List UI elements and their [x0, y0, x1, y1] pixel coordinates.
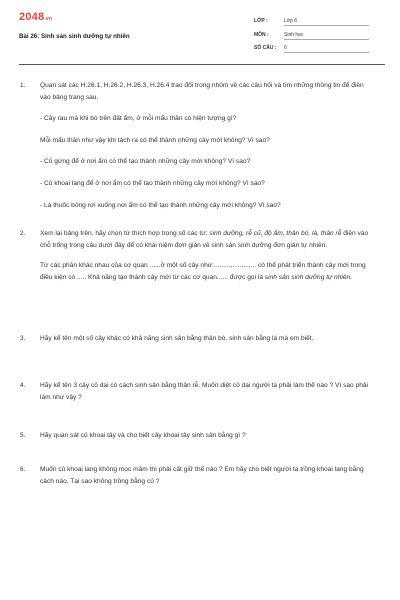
question-line: - Củ gừng để ở nơi ẩm có thể tạo thành những cây mới không? Vì sao?	[40, 158, 251, 166]
question-text: Quan sát các H.26.1, H.26.2, H.26.3, H.26.4 trao đổi trong nhóm về các câu hỏi và tìm những thông tin để điền vào bảng trang sau.	[40, 82, 364, 101]
page-header	[0, 0, 400, 62]
question-text: Hãy quan sát củ khoai tây và cho biết cây khoai tây sinh sản bằng gì ?	[40, 432, 246, 439]
question-text: Muốn củ khoai lang không mọc mầm thì phải cất giữ thế nào ? Em hãy cho biết người ta trồng khoai lang bằng cách nào. Tại sao không trồng bằng củ ?	[40, 466, 364, 485]
question-body	[40, 464, 376, 487]
meta-label: LỚP :	[254, 18, 268, 24]
question-body	[40, 228, 376, 283]
meta-value: 6	[284, 45, 287, 51]
logo-suffix: .vn	[44, 16, 53, 22]
question-body	[40, 430, 376, 442]
site-logo[interactable]	[19, 11, 52, 23]
question-number: 5.	[20, 432, 26, 439]
question-number: 3.	[20, 335, 26, 342]
question-line: Mỗi mấu thân như vậy khi tách ra có thể thành những cây mới không? Vì sao?	[40, 136, 270, 144]
lesson-title: Bài 26: Sinh sản sinh dưỡng tự nhiên	[19, 33, 130, 40]
question-line: - Lá thuốc bỏng rơi xuống nơi ẩm có thể tạo thành những cây mới không? Vì sao?	[40, 201, 281, 209]
question-text-part: Từ các phần khác nhau của cơ quan ......ở một số cây như:.........,.........,... có thể phát triển thành cây mới trong điều kiện có ..... Khả năng tạo thành cây mới từ các cơ quan...... được gọi là	[40, 262, 366, 281]
meta-value: Lớp 6	[284, 18, 298, 24]
meta-underline	[284, 52, 369, 53]
logo-text: 2048	[19, 11, 45, 23]
question-number: 6.	[20, 466, 26, 473]
question-text-part: điền vào chỗ trống trong câu dưới đây để có khái niệm đơn giản về sinh sản sinh dưỡng đơn giản tự nhiên.	[40, 230, 369, 249]
meta-label: MÔN :	[254, 32, 269, 38]
question-line: - Cây rau má khi bò trên đất ẩm, ở mỗi mấu thân có hiện tượng gì?	[40, 115, 237, 123]
question-text: Hãy kể tên 3 cây cỏ dại có cách sinh sản bằng thân rễ. Muốn diệt cỏ dại người ta phải làm thế nào ? Vì sao phải làm như vậy ?	[40, 382, 369, 401]
key-term: sinh sản sinh dưỡng tự nhiên.	[264, 273, 353, 281]
question-text-part: Xem lại bảng trên, hãy chọn từ thích hợp trong số các từ:	[40, 230, 210, 237]
question-line: - Củ khoai lang để ở nơi ẩm có thể tạo thành những cây mới không? Vì sao?	[40, 179, 265, 187]
question-number: 1.	[20, 82, 26, 89]
question-body	[40, 333, 376, 345]
meta-underline	[284, 25, 369, 26]
meta-value: Sinh học	[284, 32, 304, 38]
word-choices: sinh dưỡng, rễ củ, độ ẩm, thân bò, lá, thân rễ	[209, 230, 342, 237]
question-text: Hãy kể tên một số cây khác có khả năng sinh sản bằng thân bò, sinh sản bằng lá mà em biết.	[40, 335, 314, 342]
fill-in-paragraph	[40, 260, 376, 283]
meta-label: SỐ CÂU :	[254, 45, 277, 51]
header-divider	[19, 64, 385, 65]
question-text	[40, 228, 376, 251]
question-body	[40, 380, 376, 403]
meta-underline	[284, 39, 369, 40]
question-body	[40, 80, 376, 211]
question-number: 4.	[20, 382, 26, 389]
question-number: 2.	[20, 230, 26, 237]
